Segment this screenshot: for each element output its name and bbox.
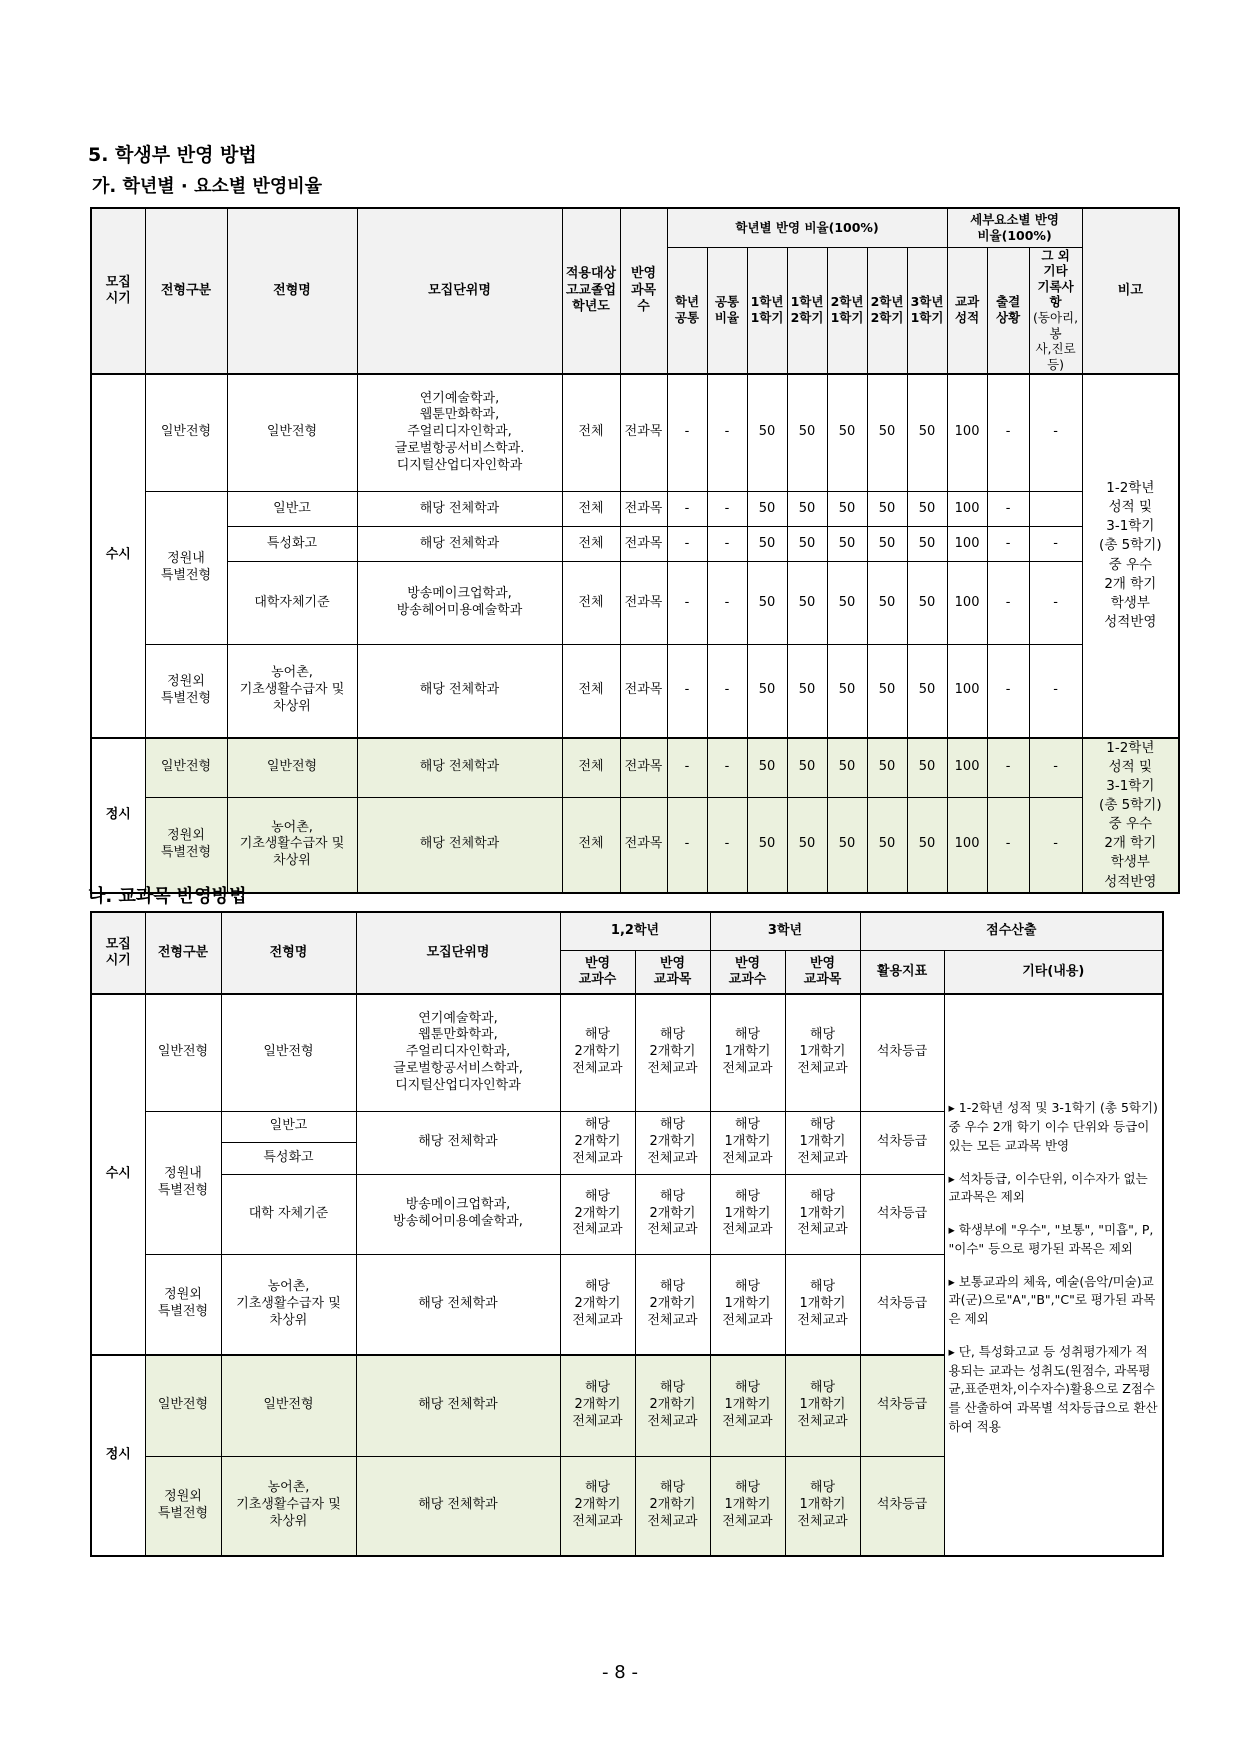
cell-v: 50 [787, 798, 827, 893]
cell-subjects: 전과목 [620, 527, 667, 562]
cell-v: 50 [827, 562, 867, 645]
note-item: ▸ 학생부에 "우수", "보통", "미흡", P, "이수" 등으로 평가된 과목은 제외 [948, 1222, 1154, 1256]
cell-v: - [707, 562, 747, 645]
cell-subjects: 전과목 [620, 738, 667, 798]
cell-v: - [707, 492, 747, 527]
cell-count-12: 해당 2개학기 전체교과 [560, 1355, 635, 1456]
cell-v: 50 [787, 527, 827, 562]
cell-v: - [1029, 738, 1082, 798]
cell-name: 특성화고 [221, 1142, 356, 1174]
cell-v: 50 [747, 562, 787, 645]
cell-v: 50 [867, 562, 907, 645]
cell-name: 대학 자체기준 [221, 1174, 356, 1254]
cell-v: - [987, 798, 1029, 893]
th-note: 비고 [1082, 208, 1179, 374]
cell-count-12: 해당 2개학기 전체교과 [560, 1254, 635, 1355]
cell-count-12: 해당 2개학기 전체교과 [560, 994, 635, 1111]
cell-name: 특성화고 [227, 527, 357, 562]
cell-subject-3: 해당 1개학기 전체교과 [785, 1174, 860, 1254]
period-jeongsi: 정시 [91, 738, 145, 893]
cell-target: 전체 [562, 562, 620, 645]
table-row [91, 994, 1163, 1111]
cell-type: 정원외 특별전형 [145, 1456, 221, 1556]
th-1-2: 1학년 2학기 [787, 247, 827, 374]
cell-subject-3: 해당 1개학기 전체교과 [785, 1111, 860, 1174]
th-subject: 반영 교과목 [785, 950, 860, 994]
cell-subject-3: 해당 1개학기 전체교과 [785, 994, 860, 1111]
th-subject-count: 반영 과목 수 [620, 208, 667, 374]
cell-subject-3: 해당 1개학기 전체교과 [785, 1254, 860, 1355]
cell-unit: 해당 전체학과 [357, 645, 562, 738]
cell-v: - [987, 374, 1029, 492]
cell-v: 100 [947, 527, 987, 562]
cell-v: 50 [787, 492, 827, 527]
cell-v: - [667, 527, 707, 562]
cell-count-3: 해당 1개학기 전체교과 [710, 1254, 785, 1355]
cell-unit: 연기예술학과, 웹툰만화학과, 주얼리디자인학과, 글로벌항공서비스학과. 디지털산업디자인학과 [357, 374, 562, 492]
th-type: 전형구분 [145, 912, 221, 994]
section-title: 5. 학생부 반영 방법 [88, 144, 257, 166]
th-count: 반영 교과수 [560, 950, 635, 994]
cell-v: 50 [787, 738, 827, 798]
cell-count-12: 해당 2개학기 전체교과 [560, 1111, 635, 1174]
cell-type: 정원외 특별전형 [145, 1254, 221, 1355]
cell-target: 전체 [562, 738, 620, 798]
th-period: 모집 시기 [91, 912, 145, 994]
cell-subject-3: 해당 1개학기 전체교과 [785, 1355, 860, 1456]
cell-v: 50 [827, 492, 867, 527]
cell-v: - [707, 374, 747, 492]
cell-v: 50 [827, 645, 867, 738]
cell-unit: 해당 전체학과 [356, 1254, 560, 1355]
cell-v [1029, 492, 1082, 527]
cell-v: 50 [907, 562, 947, 645]
cell-subjects: 전과목 [620, 492, 667, 527]
th-period: 모집 시기 [91, 208, 145, 374]
cell-type: 정원내 특별전형 [145, 492, 227, 645]
cell-index: 석차등급 [860, 1111, 944, 1174]
cell-v: 50 [787, 562, 827, 645]
cell-v: - [707, 645, 747, 738]
cell-index: 석차등급 [860, 1355, 944, 1456]
cell-unit: 해당 전체학과 [357, 798, 562, 893]
cell-name: 일반전형 [227, 374, 357, 492]
cell-count-12: 해당 2개학기 전체교과 [560, 1174, 635, 1254]
cell-v: 50 [747, 527, 787, 562]
cell-v: - [667, 374, 707, 492]
subsection-title-a: 가. 학년별 · 요소별 반영비율 [92, 176, 323, 197]
cell-name: 농어촌, 기초생활수급자 및 차상위 [227, 798, 357, 893]
th-subject: 반영 교과목 [635, 950, 710, 994]
note-item: ▸ 단, 특성화고교 등 성취평가제가 적용되는 교과는 성취도(원점수, 과목평균,표준편차,이수자수)활용으로 Z점수를 산출하여 과목별 석차등급으로 환산하여 적용 [948, 1343, 1158, 1434]
cell-subject-12: 해당 2개학기 전체교과 [635, 1111, 710, 1174]
cell-subject-12: 해당 2개학기 전체교과 [635, 994, 710, 1111]
cell-subject-12: 해당 2개학기 전체교과 [635, 1456, 710, 1556]
th-common-ratio: 공통 비율 [707, 247, 747, 374]
cell-v: 100 [947, 798, 987, 893]
cell-v: 100 [947, 374, 987, 492]
th-attendance: 출결 상황 [987, 247, 1029, 374]
table-row [91, 562, 1179, 645]
th-name: 전형명 [221, 912, 356, 994]
cell-type: 일반전형 [145, 374, 227, 492]
cell-v: 50 [867, 492, 907, 527]
cell-name: 일반고 [227, 492, 357, 527]
cell-v: 50 [827, 374, 867, 492]
cell-count-3: 해당 1개학기 전체교과 [710, 994, 785, 1111]
cell-v: 50 [787, 645, 827, 738]
ratio-table [90, 207, 1180, 894]
cell-v: 50 [867, 645, 907, 738]
cell-v: - [667, 492, 707, 527]
th-other-label: 그 외 기타 기록사항 [1037, 247, 1074, 310]
note-susi: 1-2학년 성적 및 3-1학기 (총 5학기) 중 우수 2개 학기 학생부 성적반영 [1082, 374, 1179, 738]
cell-v: - [707, 527, 747, 562]
cell-v: - [667, 562, 707, 645]
cell-v: - [1029, 645, 1082, 738]
period-susi: 수시 [91, 994, 145, 1355]
cell-v: - [987, 527, 1029, 562]
cell-v: - [987, 738, 1029, 798]
table-row [91, 738, 1179, 798]
table-row [91, 798, 1179, 893]
th-target-year: 적용대상 고교졸업 학년도 [562, 208, 620, 374]
th-name: 전형명 [227, 208, 357, 374]
subject-method-table [90, 911, 1164, 1557]
th-common: 학년 공통 [667, 247, 707, 374]
cell-v: 50 [867, 527, 907, 562]
cell-unit: 해당 전체학과 [357, 492, 562, 527]
cell-v: 50 [907, 527, 947, 562]
cell-v: 50 [867, 738, 907, 798]
note-item: ▸ 1-2학년 성적 및 3-1학기 (총 5학기) 중 우수 2개 학기 이수 단위와 등급이 있는 모든 교과목 반영 [948, 1100, 1158, 1153]
th-element-ratio: 세부요소별 반영 비율(100%) [947, 208, 1082, 247]
cell-subjects: 전과목 [620, 374, 667, 492]
th-count: 반영 교과수 [710, 950, 785, 994]
cell-v: 50 [827, 527, 867, 562]
cell-v: 50 [907, 645, 947, 738]
cell-v: 50 [907, 374, 947, 492]
cell-target: 전체 [562, 374, 620, 492]
cell-v: - [987, 562, 1029, 645]
period-jeongsi: 정시 [91, 1355, 145, 1556]
th-grade-3: 3학년 [710, 912, 860, 950]
cell-name: 농어촌, 기초생활수급자 및 차상위 [221, 1254, 356, 1355]
cell-v: - [667, 798, 707, 893]
cell-type: 일반전형 [145, 738, 227, 798]
cell-type: 일반전형 [145, 1355, 221, 1456]
cell-name: 일반전형 [221, 994, 356, 1111]
cell-v: - [1029, 562, 1082, 645]
cell-v: 50 [867, 374, 907, 492]
cell-v: 50 [747, 798, 787, 893]
th-3-1: 3학년 1학기 [907, 247, 947, 374]
th-unit: 모집단위명 [356, 912, 560, 994]
cell-v: 50 [827, 798, 867, 893]
cell-v: - [1029, 374, 1082, 492]
cell-subject-12: 해당 2개학기 전체교과 [635, 1254, 710, 1355]
notes-cell [944, 994, 1163, 1556]
table-row [91, 527, 1179, 562]
period-susi: 수시 [91, 374, 145, 738]
cell-target: 전체 [562, 645, 620, 738]
note-item: ▸ 석차등급, 이수단위, 이수자가 없는 교과목은 제외 [948, 1170, 1148, 1205]
cell-unit: 해당 전체학과 [356, 1456, 560, 1556]
cell-name: 대학자체기준 [227, 562, 357, 645]
subsection-title-b: 나. 교과목 반영방법 [88, 886, 247, 907]
cell-target: 전체 [562, 798, 620, 893]
cell-subjects: 전과목 [620, 562, 667, 645]
cell-v: - [667, 645, 707, 738]
th-subject-score: 교과 성적 [947, 247, 987, 374]
cell-v: - [1029, 527, 1082, 562]
th-2-1: 2학년 1학기 [827, 247, 867, 374]
cell-v: - [707, 798, 747, 893]
cell-index: 석차등급 [860, 1174, 944, 1254]
cell-v: 50 [907, 492, 947, 527]
table-row [91, 492, 1179, 527]
cell-unit: 방송메이크업학과, 방송헤어미용예술학과 [357, 562, 562, 645]
cell-v: 50 [907, 738, 947, 798]
cell-v: 50 [827, 738, 867, 798]
cell-unit: 해당 전체학과 [357, 738, 562, 798]
cell-count-3: 해당 1개학기 전체교과 [710, 1355, 785, 1456]
cell-index: 석차등급 [860, 994, 944, 1111]
cell-v: - [707, 738, 747, 798]
th-other-sub: (동아리,봉 사,진로등) [1033, 310, 1079, 372]
th-2-2: 2학년 2학기 [867, 247, 907, 374]
cell-v: 50 [787, 374, 827, 492]
cell-subject-12: 해당 2개학기 전체교과 [635, 1174, 710, 1254]
cell-v: 100 [947, 492, 987, 527]
cell-v: 50 [747, 492, 787, 527]
note-jeongsi: 1-2학년 성적 및 3-1학기 (총 5학기) 중 우수 2개 학기 학생부 성적반영 [1082, 738, 1179, 893]
cell-unit: 방송메이크업학과, 방송헤어미용예술학과, [356, 1174, 560, 1254]
cell-v: 100 [947, 738, 987, 798]
cell-unit: 해당 전체학과 [357, 527, 562, 562]
th-1-1: 1학년 1학기 [747, 247, 787, 374]
cell-type: 정원내 특별전형 [145, 1111, 221, 1254]
th-grade-12: 1,2학년 [560, 912, 710, 950]
cell-name: 농어촌, 기초생활수급자 및 차상위 [221, 1456, 356, 1556]
th-etc: 기타(내용) [944, 950, 1163, 994]
cell-v: - [1029, 798, 1082, 893]
cell-count-3: 해당 1개학기 전체교과 [710, 1111, 785, 1174]
th-grade-ratio: 학년별 반영 비율(100%) [667, 208, 947, 247]
cell-index: 석차등급 [860, 1254, 944, 1355]
th-unit: 모집단위명 [357, 208, 562, 374]
cell-count-12: 해당 2개학기 전체교과 [560, 1456, 635, 1556]
cell-subject-3: 해당 1개학기 전체교과 [785, 1456, 860, 1556]
cell-v: 50 [747, 645, 787, 738]
cell-name: 일반전형 [227, 738, 357, 798]
cell-unit: 연기예술학과, 웹툰만화학과, 주얼리디자인학과, 글로벌항공서비스학과, 디지털산업디자인학과 [356, 994, 560, 1111]
cell-name: 일반고 [221, 1111, 356, 1142]
cell-name: 일반전형 [221, 1355, 356, 1456]
cell-v: 50 [747, 374, 787, 492]
cell-subjects: 전과목 [620, 798, 667, 893]
cell-target: 전체 [562, 527, 620, 562]
cell-type: 정원외 특별전형 [145, 645, 227, 738]
cell-target: 전체 [562, 492, 620, 527]
table-row [91, 374, 1179, 492]
th-index: 활용지표 [860, 950, 944, 994]
note-item: ▸ 보통교과의 체육, 예술(음악/미술)교과(군)으로"A","B","C"로 평가된 과목은 제외 [948, 1273, 1156, 1327]
cell-v: 50 [747, 738, 787, 798]
cell-v: 100 [947, 645, 987, 738]
cell-type: 정원외 특별전형 [145, 798, 227, 893]
cell-v: 100 [947, 562, 987, 645]
cell-name: 농어촌, 기초생활수급자 및 차상위 [227, 645, 357, 738]
th-score: 점수산출 [860, 912, 1163, 950]
cell-type: 일반전형 [145, 994, 221, 1111]
cell-v: - [987, 492, 1029, 527]
table-row [91, 645, 1179, 738]
cell-index: 석차등급 [860, 1456, 944, 1556]
cell-v: 50 [907, 798, 947, 893]
cell-unit: 해당 전체학과 [356, 1355, 560, 1456]
cell-subject-12: 해당 2개학기 전체교과 [635, 1355, 710, 1456]
th-type: 전형구분 [145, 208, 227, 374]
th-other [1029, 247, 1082, 374]
cell-count-3: 해당 1개학기 전체교과 [710, 1174, 785, 1254]
cell-v: 50 [867, 798, 907, 893]
cell-v: - [667, 738, 707, 798]
cell-subjects: 전과목 [620, 645, 667, 738]
cell-unit: 해당 전체학과 [356, 1111, 560, 1174]
cell-count-3: 해당 1개학기 전체교과 [710, 1456, 785, 1556]
page-number: - 8 - [602, 1662, 638, 1683]
cell-v: - [987, 645, 1029, 738]
